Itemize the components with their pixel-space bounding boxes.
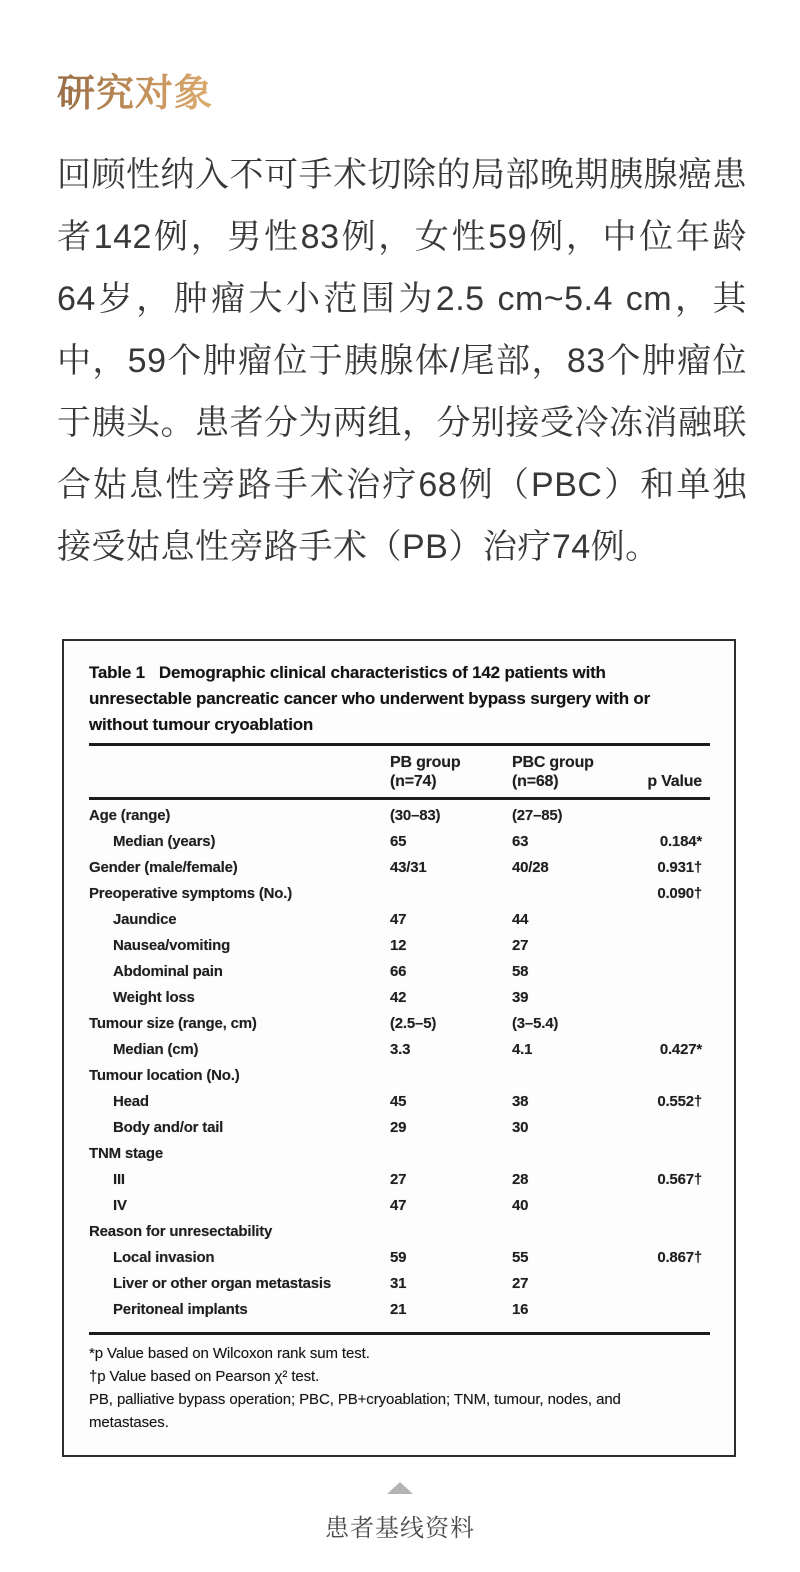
page-footer [0,1482,800,1543]
table-caption [89,660,710,738]
table-row: Median (cm) 3.3 4.1 0.427* [113,1041,702,1058]
table-row: Weight loss 42 39 [113,989,529,1006]
table-caption-text: Demographic clinical characteristics of 142 patients with unresectable pancreatic cancer who underwent bypass surgery with or without tumour cryoablation [89,663,651,734]
intro-paragraph: 回顾性纳入不可手术切除的局部晚期胰腺癌患者142例，男性83例，女性59例，中位年龄64岁，肿瘤大小范围为2.5 cm~5.4 cm，其中，59个肿瘤位于胰腺体/尾部，83个肿瘤位于胰头。患者分为两组，分别接受冷冻消融联合姑息性旁路手术治疗68例（PBC）和单独接受姑息性旁路手术（PB）治疗74例。 [57,156,747,566]
table-row: Preoperative symptoms (No.) 0.090† [89,885,702,902]
collapse-arrow-icon[interactable] [387,1482,413,1494]
table-row: Head 45 38 0.552† [113,1093,702,1110]
table-row: IV 47 40 [113,1197,529,1214]
table-row: III 27 28 0.567† [113,1171,702,1188]
table-row: Local invasion 59 55 0.867† [113,1249,702,1266]
table-row: Tumour size (range, cm) (2.5–5) (3–5.4) [89,1015,559,1032]
table-header-row [89,746,710,797]
table-footnote: *p Value based on Wilcoxon rank sum test. [89,1345,370,1362]
table-row: TNM stage [89,1145,164,1162]
header-p-value: p Value [647,773,702,790]
header-pb-group: PB group (n=74) [390,754,461,790]
table1-figure [62,639,736,1457]
table-footnotes [89,1342,689,1434]
footer-caption: 患者基线资料 [325,1515,475,1542]
table-rule-bottom [89,1332,710,1335]
table-row: Peritoneal implants 21 16 [113,1301,529,1318]
table-row: Jaundice 47 44 [113,911,529,928]
table-row: Abdominal pain 66 58 [113,963,529,980]
table-row: Reason for unresectability [89,1223,273,1240]
header-pbc-group: PBC group (n=68) [512,754,594,790]
section-heading: 研究对象 [57,73,214,115]
table-row: Median (years) 65 63 0.184* [113,833,702,850]
table-body [89,800,710,1327]
table-row: Age (range) (30–83) (27–85) [89,807,563,824]
table-row: Nausea/vomiting 12 27 [113,937,529,954]
table-caption-label: Table 1 [89,663,145,682]
table-footnote: †p Value based on Pearson χ² test. [89,1368,320,1385]
table-row: Liver or other organ metastasis 31 27 [113,1275,529,1292]
header-empty-cell [89,753,390,791]
table-row: Gender (male/female) 43/31 40/28 0.931† [89,859,702,876]
table-footnote: PB, palliative bypass operation; PBC, PB+cryoablation; TNM, tumour, nodes, and metastases. [89,1391,621,1431]
table-row: Tumour location (No.) [89,1067,240,1084]
table-row: Body and/or tail 29 30 [113,1119,529,1136]
